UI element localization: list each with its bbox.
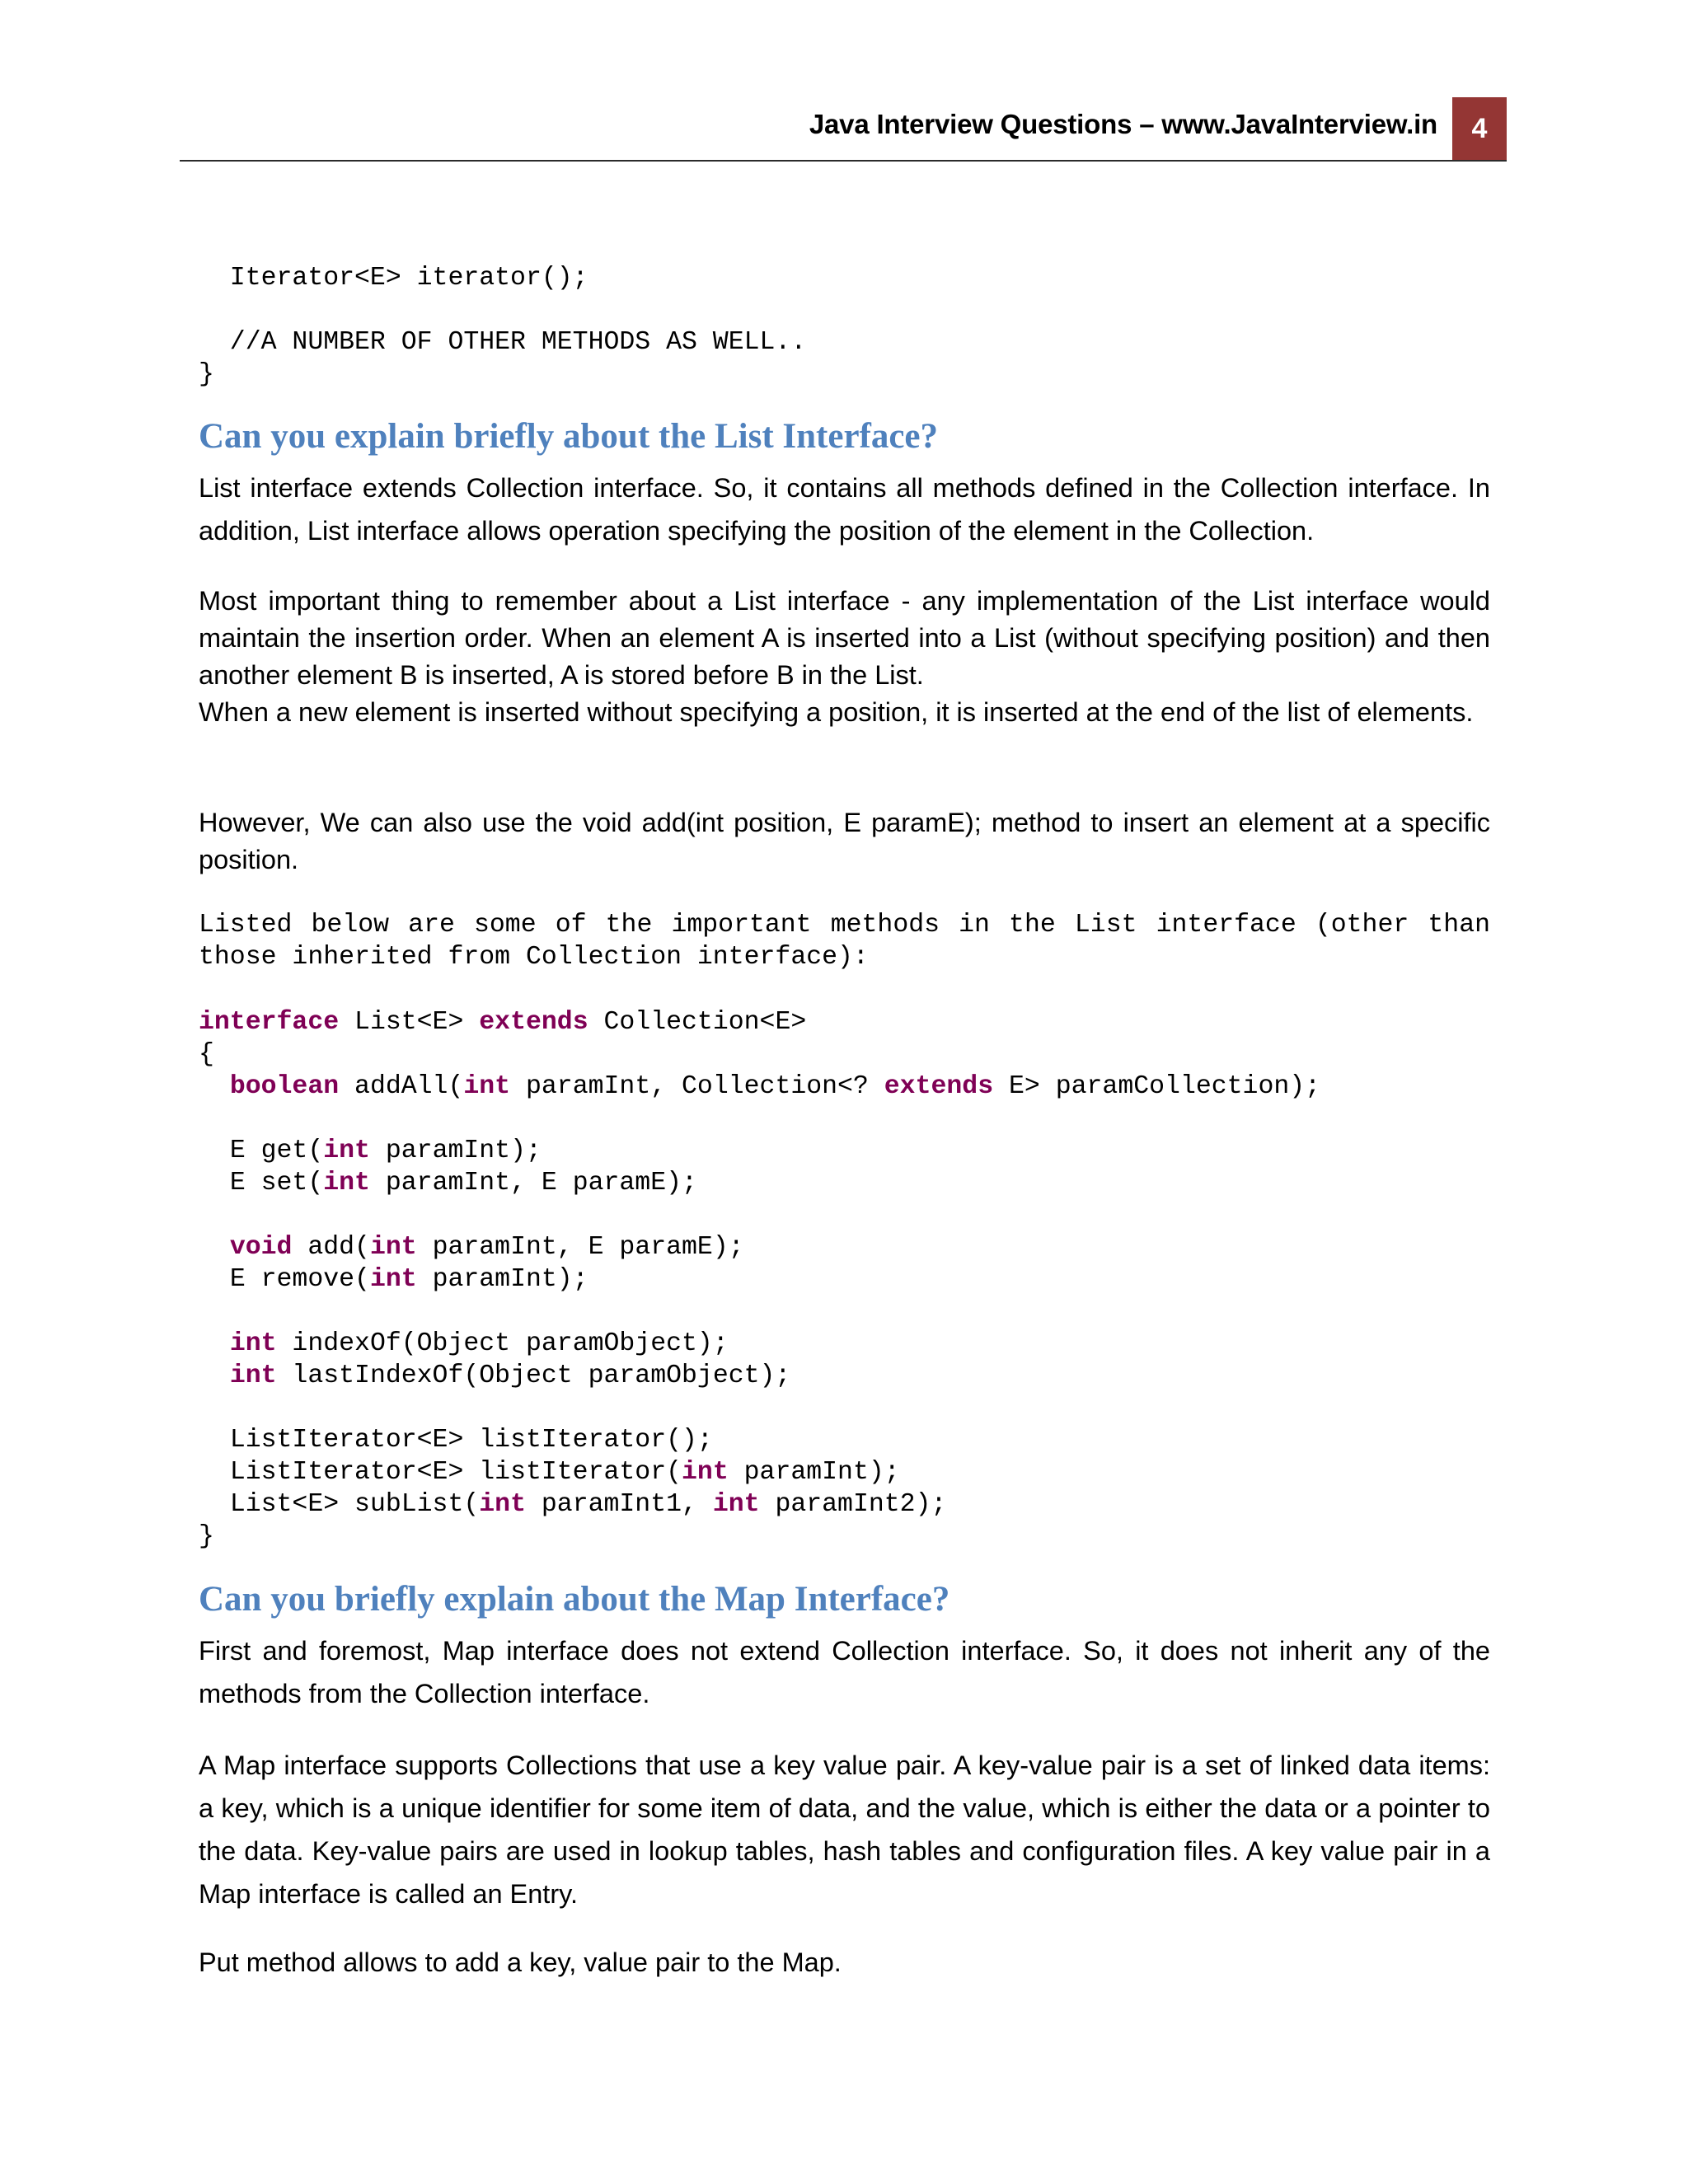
- code-text: paramInt);: [369, 1137, 542, 1165]
- keyword: int: [229, 1361, 277, 1390]
- code-line: Iterator<E> iterator();: [199, 264, 588, 293]
- code-text: lastIndexOf(Object paramObject);: [276, 1361, 791, 1390]
- code-blank-line: [199, 294, 806, 326]
- keyword: int: [323, 1169, 370, 1197]
- code-text: addAll(: [339, 1072, 464, 1101]
- code-line: [199, 1071, 1320, 1103]
- code-text: paramInt);: [728, 1458, 900, 1487]
- code-line: {: [199, 1040, 214, 1069]
- section-heading-map: Can you briefly explain about the Map Interface?: [199, 1580, 950, 1619]
- keyword: int: [323, 1137, 370, 1165]
- code-text: List<E> subList(: [229, 1490, 480, 1519]
- code-blank-line: [199, 1103, 1320, 1135]
- code-text: ListIterator<E> listIterator(: [229, 1458, 682, 1487]
- code-line: [199, 1456, 1320, 1488]
- paragraph: Put method allows to add a key, value pair to the Map.: [199, 1947, 842, 1977]
- code-text: paramInt, E paramE);: [416, 1233, 744, 1262]
- code-text: indexOf(Object paramObject);: [276, 1329, 729, 1358]
- code-text: E set(: [229, 1169, 324, 1197]
- keyword: boolean: [229, 1072, 340, 1101]
- code-line: [199, 1488, 1320, 1521]
- code-text: paramInt1,: [525, 1490, 713, 1519]
- code-text: List<E>: [339, 1008, 480, 1037]
- keyword: extends: [479, 1008, 588, 1037]
- code-text: E> paramCollection);: [993, 1072, 1321, 1101]
- paragraph: However, We can also use the void add(int position, E paramE); method to insert an element at a specific position.: [199, 808, 1490, 874]
- keyword: int: [463, 1072, 511, 1101]
- header-title: Java Interview Questions – www.JavaInterview.in: [809, 109, 1437, 139]
- code-text: ListIterator<E> listIterator();: [229, 1426, 713, 1455]
- keyword: interface: [199, 1008, 340, 1037]
- code-line: [199, 1424, 1320, 1456]
- code-line: [199, 1231, 1320, 1263]
- code-blank-line: [199, 1392, 1320, 1424]
- keyword: void: [229, 1233, 293, 1262]
- code-text: paramInt, Collection<?: [510, 1072, 884, 1101]
- code-block-list-interface: [199, 1006, 1320, 1553]
- code-line: [199, 1328, 1320, 1360]
- page-number-badge: 4: [1452, 97, 1507, 160]
- keyword: int: [479, 1490, 526, 1519]
- code-line: [199, 1135, 1320, 1167]
- section-heading-list: Can you explain briefly about the List Interface?: [199, 417, 939, 456]
- page-header: [180, 97, 1507, 162]
- keyword: int: [682, 1458, 729, 1487]
- paragraph: A Map interface supports Collections that use a key value pair. A key-value pair is a set of linked data items: a key, which is a unique identifier for some item of data, and the value, which is either the data or a pointer to the data. Key-value pairs are used in lookup tables, hash tables and configuration files. A key value pair in a Map interface is called an Entry.: [199, 1750, 1490, 1909]
- code-text: paramInt2);: [759, 1490, 947, 1519]
- code-line: //A NUMBER OF OTHER METHODS AS WELL..: [199, 328, 807, 357]
- code-line: [199, 1006, 1320, 1038]
- paragraph: When a new element is inserted without specifying a position, it is inserted at the end of the list of elements.: [199, 697, 1474, 727]
- code-text: Collection<E>: [588, 1008, 807, 1037]
- paragraph: First and foremost, Map interface does not extend Collection interface. So, it does not inherit any of the methods from the Collection interface.: [199, 1636, 1490, 1708]
- code-text: E get(: [229, 1137, 324, 1165]
- keyword: int: [369, 1265, 417, 1294]
- keyword: int: [369, 1233, 417, 1262]
- paragraph: Most important thing to remember about a List interface - any implementation of the List interface would maintain the insertion order. When an element A is inserted into a List (without specifying position) and then another element B is inserted, A is stored before B in the List.: [199, 586, 1490, 690]
- code-line: }: [199, 360, 214, 389]
- code-text: paramInt);: [416, 1265, 588, 1294]
- code-blank-line: [199, 1199, 1320, 1231]
- code-text: paramInt, E paramE);: [369, 1169, 697, 1197]
- code-text: add(: [292, 1233, 370, 1262]
- code-line: }: [199, 1522, 214, 1551]
- code-block-top: [199, 262, 806, 391]
- code-line: [199, 1360, 1320, 1392]
- keyword: extends: [884, 1072, 994, 1101]
- keyword: int: [229, 1329, 277, 1358]
- paragraph: List interface extends Collection interface. So, it contains all methods defined in the Collection interface. In addition, List interface allows operation specifying the position of the element in the Collection.: [199, 473, 1490, 546]
- code-line: [199, 1167, 1320, 1199]
- code-blank-line: [199, 1296, 1320, 1328]
- code-text: E remove(: [229, 1265, 370, 1294]
- keyword: int: [712, 1490, 760, 1519]
- code-line: [199, 1263, 1320, 1296]
- code-styled-paragraph: Listed below are some of the important methods in the List interface (other than those inherited from Collection interface):: [199, 911, 1490, 972]
